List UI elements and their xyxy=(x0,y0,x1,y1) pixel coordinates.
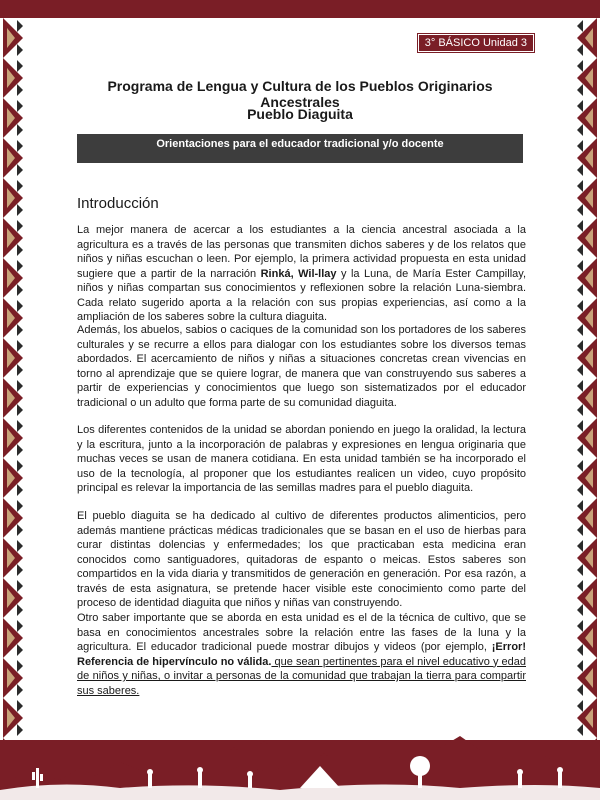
paragraph-5-part-1: Otro saber importante que se aborda en esta unidad es el de la técnica de cultivo, que se basa en conocimientos ancestrales sobre la relación entre las fases de la luna y la agricultura. El educador tradicional puede mostrar dibujos y videos (por ejemplo, xyxy=(77,612,526,653)
narration-title: Rinká, Wil-llay xyxy=(260,267,337,280)
left-pattern-border xyxy=(3,18,23,740)
hyperlink-error[interactable]: ¡Error! Referencia de hipervínculo no válida. xyxy=(77,641,526,668)
paragraph-3: Los diferentes contenidos de la unidad se abordan poniendo en juego la oralidad, la lectura y la escritura, junto a la incorporación de palabras y expresiones en lengua originaria que muchas veces se usan de manera cotidiana. En esta unidad también se ha incorporado el uso de la tecnología, al proponer que los estudiantes realicen un video, cuyo propósito principal es relevar la importancia de las semillas madres para el pueblo diaguita. xyxy=(77,424,526,494)
introduction-heading: Introducción xyxy=(77,195,159,212)
paragraph-2: Además, los abuelos, sabios o caciques de la comunidad son los portadores de los saberes culturales y se recurre a ellos para dialogar con los estudiantes sobre los diversos temas abordados. El acercamiento de niños y niñas a situaciones concretas crean vivencias en torno al aprendizaje que se quiere lograr, de manera que van construyendo sus saberes a partir de experiencias y conocimientos que luego son sistematizados por el educador tradicional o un adulto que forma parte de su comunidad diaguita. xyxy=(77,324,526,409)
paragraph-1-part-1: La mejor manera de acercar a los estudiantes a la ciencia ancestral asociada a la agricultura es a través de las personas que transmiten dichos saberes y de los relatos que niños y niñas escuchan o leen. Por ejemplo, la primera actividad propuesta en esta unidad sugiere que a partir de la narración xyxy=(77,224,526,280)
grade-badge: 3° BÁSICO Unidad 3 xyxy=(418,34,534,52)
program-title: Programa de Lengua y Cultura de los Pueblos Originarios Ancestrales xyxy=(107,78,493,110)
landscape-silhouette-image xyxy=(0,710,600,800)
paragraph-5 xyxy=(77,611,526,698)
section-banner: Orientaciones para el educador tradicional y/o docente xyxy=(77,134,523,163)
paragraph-1 xyxy=(77,223,526,325)
top-brand-bar xyxy=(0,0,600,18)
people-title: Pueblo Diaguita xyxy=(247,106,353,122)
right-pattern-border xyxy=(577,18,597,740)
paragraph-5-underlined: que sean pertinentes para el nivel educativo y edad de niños y niñas, o invitar a personas de la comunidad que trabajan la tierra para compartir sus saberes. xyxy=(77,655,526,697)
paragraph-4: El pueblo diaguita se ha dedicado al cultivo de diferentes productos alimenticios, pero además mantiene prácticas médicas tradicionales que se basan en el uso de hierbas para curar distintas dolencias y enfermedades; los que practicaban esta medicina eran conocidos como santiguadores, quitadoras de espanto o meicas. Estos saberes son compartidos en la vida diaria y transmitidos de generación en generación. Por esa razón, a través de esta asignatura, se pretende hacer visible este conocimiento como parte del proceso de identidad diaguita que niños y niñas van construyendo. xyxy=(77,510,526,609)
paragraph-1-part-2: y la Luna, de María Ester Campillay, niños y niñas compartan sus conocimientos y reflexionen sobre la relación Luna-siembra. Cada relato sugerido aporta a la relación con sus propias experiencias, así como a la ampliación de los saberes sobre la cultura diaguita. xyxy=(77,267,526,323)
